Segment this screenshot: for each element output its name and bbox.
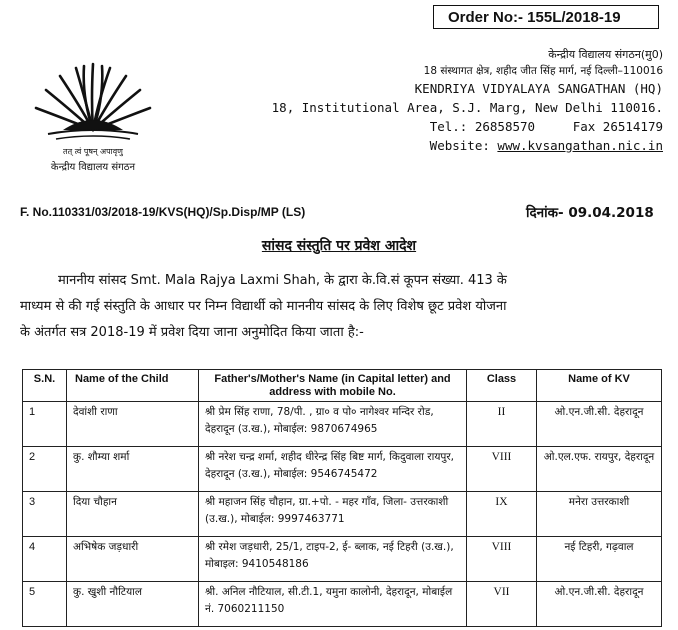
cell-class: VII	[467, 582, 537, 627]
table-row	[23, 582, 662, 627]
table-row	[23, 402, 662, 447]
header-child-name: Name of the Child	[67, 370, 199, 402]
cell-child-name: दिया चौहान	[67, 492, 199, 537]
table-header-row	[23, 370, 662, 402]
cell-sn: 1	[23, 402, 67, 447]
cell-class: VIII	[467, 537, 537, 582]
order-number: Order No:- 155L/2018-19	[433, 5, 659, 29]
cell-child-name: कु. खुशी नौटियाल	[67, 582, 199, 627]
header-sn: S.N.	[23, 370, 67, 402]
header-parent: Father's/Mother's Name (in Capital letter) and address with mobile No.	[199, 370, 467, 402]
cell-sn: 2	[23, 447, 67, 492]
file-number: F. No.110331/03/2018-19/KVS(HQ)/Sp.Disp/MP (LS)	[20, 205, 306, 219]
body-line-2: माध्यम से की गई संस्तुति के आधार पर निम्न विद्यार्थी को माननीय सांसद के लिए विशेष छूट प्रवेश योजना	[20, 299, 507, 314]
cell-sn: 3	[23, 492, 67, 537]
order-date: दिनांक- 09.04.2018	[526, 205, 654, 221]
cell-class: IX	[467, 492, 537, 537]
logo-motto: तत् त्वं पूषन् अपावृणु	[63, 147, 123, 156]
cell-child-name: कु. शौम्या शर्मा	[67, 447, 199, 492]
org-name-english: KENDRIYA VIDYALAYA SANGATHAN (HQ)	[414, 81, 663, 96]
sunburst-logo-icon	[18, 50, 168, 146]
org-name-hindi: केन्द्रीय विद्यालय संगठन(मु0)	[548, 48, 663, 61]
table-row	[23, 492, 662, 537]
org-address-hindi: 18 संस्थागत क्षेत्र, शहीद जीत सिंह मार्ग, नई दिल्ली–110016	[423, 65, 663, 77]
cell-parent: श्री रमेश जड़धारी, 25/1, टाइप-2, ई- ब्लाक, नई टिहरी (उ.ख.), मोबाइल: 9410548186	[199, 537, 467, 582]
subject-heading: सांसद संस्तुति पर प्रवेश आदेश	[261, 238, 417, 254]
cell-kv: ओ.एन.जी.सी. देहरादून	[537, 582, 662, 627]
header-class: Class	[467, 370, 537, 402]
website-label: Website:	[429, 138, 490, 153]
cell-parent: श्री. अनिल नौटियाल, सी.टी.1, यमुना कालोनी, देहरादून, मोबाईल नं. 7060211150	[199, 582, 467, 627]
kvs-logo	[18, 50, 168, 178]
website-link[interactable]: www.kvsangathan.nic.in	[497, 138, 663, 153]
admission-table	[22, 369, 662, 627]
cell-parent: श्री महाजन सिंह चौहान, ग्रा.+पो. - महर गाँव, जिला- उत्तरकाशी (उ.ख.), मोबाईल: 9997463771	[199, 492, 467, 537]
cell-sn: 4	[23, 537, 67, 582]
website-line	[430, 138, 663, 153]
cell-child-name: देवांशी राणा	[67, 402, 199, 447]
header-kv: Name of KV	[537, 370, 662, 402]
cell-parent: श्री प्रेम सिंह राणा, 78/पी. , ग्रा० व पो० नागेश्वर मन्दिर रोड, देहरादून (उ.ख.), मोबाईल: 9870674965	[199, 402, 467, 447]
cell-kv: मनेरा उत्तरकाशी	[537, 492, 662, 537]
body-line-3: के अंतर्गत सत्र 2018-19 में प्रवेश दिया जाना अनुमोदित किया जाता है:-	[20, 325, 364, 340]
table-row	[23, 447, 662, 492]
cell-kv: नई टिहरी, गढ़वाल	[537, 537, 662, 582]
telephone-fax: Tel.: 26858570 Fax 26514179	[429, 119, 663, 134]
cell-parent: श्री नरेश चन्द्र शर्मा, शहीद धीरेन्द्र सिंह बिष्ट मार्ग, किदुवाला रायपुर, देहरादून (उ.ख.), मोबाईल: 9546745472	[199, 447, 467, 492]
cell-class: II	[467, 402, 537, 447]
cell-sn: 5	[23, 582, 67, 627]
cell-kv: ओ.एल.एफ. रायपुर, देहरादून	[537, 447, 662, 492]
table-row	[23, 537, 662, 582]
logo-org-name: केन्द्रीय विद्यालय संगठन	[50, 162, 136, 173]
body-line-1: माननीय सांसद Smt. Mala Rajya Laxmi Shah, के द्वारा के.वि.सं कूपन संख्या. 413 के	[58, 273, 507, 288]
cell-child-name: अभिषेक जड़धारी	[67, 537, 199, 582]
org-address-english: 18, Institutional Area, S.J. Marg, New Delhi 110016.	[271, 100, 663, 115]
cell-kv: ओ.एन.जी.सी. देहरादून	[537, 402, 662, 447]
cell-class: VIII	[467, 447, 537, 492]
